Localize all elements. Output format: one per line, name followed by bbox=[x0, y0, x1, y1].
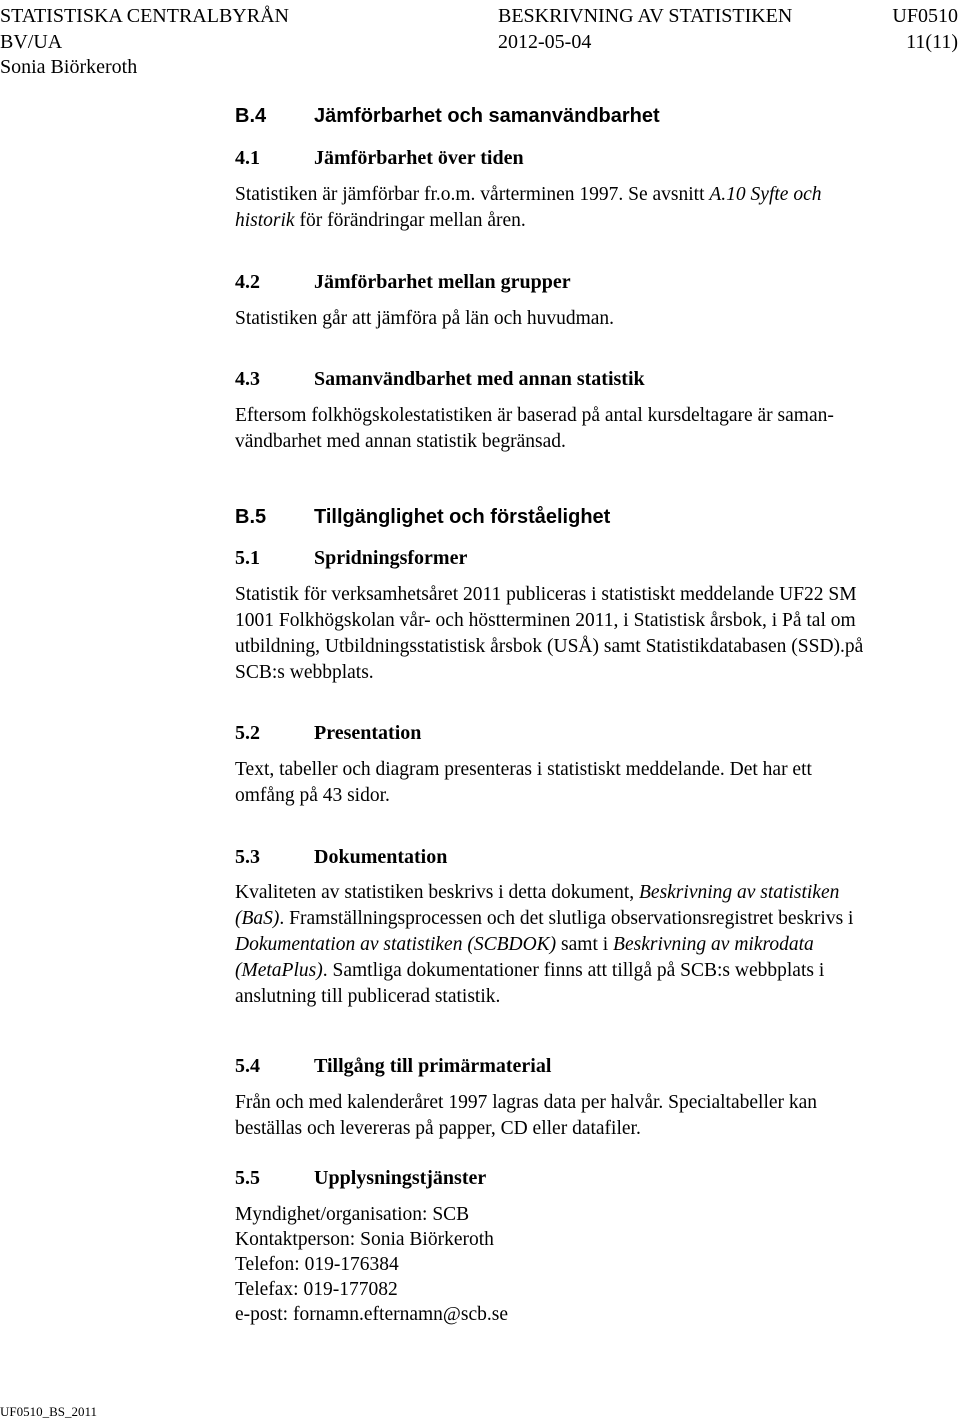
subsection-number: 5.2 bbox=[235, 722, 260, 744]
text: Statistiken går att jämföra på län och huvudman. bbox=[235, 308, 615, 329]
paragraph-4-3 bbox=[235, 403, 940, 455]
subsection-number: 4.1 bbox=[235, 147, 260, 169]
contact-fax: Telefax: 019-177082 bbox=[235, 1279, 398, 1300]
section-number: B.4 bbox=[235, 105, 267, 127]
text: Eftersom folkhögskolestatistiken är baserad på antal kursdeltagare är saman- bbox=[235, 405, 834, 426]
header-doc-type: BESKRIVNING AV STATISTIKEN bbox=[498, 5, 793, 27]
paragraph-4-1 bbox=[235, 182, 940, 234]
text-italic: Dokumentation av statistiken (SCBDOK) bbox=[235, 934, 557, 955]
contact-organisation: Myndighet/organisation: SCB bbox=[235, 1204, 470, 1225]
subsection-title: Samanvändbarhet med annan statistik bbox=[314, 368, 645, 390]
text: för förändringar mellan åren. bbox=[294, 210, 526, 231]
contact-phone: Telefon: 019-176384 bbox=[235, 1254, 399, 1275]
subsection-title: Jämförbarhet mellan grupper bbox=[314, 271, 571, 293]
paragraph-5-4 bbox=[235, 1090, 940, 1142]
text: utbildning, Utbildningsstatistisk årsbok (USÅ) samt Statistikdatabasen (SSD).på bbox=[235, 636, 864, 657]
subsection-title: Jämförbarhet över tiden bbox=[314, 147, 524, 169]
text: Statistiken är jämförbar fr.o.m. vårterminen 1997. Se avsnitt bbox=[235, 184, 710, 205]
paragraph-4-2 bbox=[235, 306, 940, 332]
text: Från och med kalenderåret 1997 lagras data per halvår. Specialtabeller kan bbox=[235, 1092, 818, 1113]
subsection-title: Tillgång till primärmaterial bbox=[314, 1055, 552, 1077]
footer-doc-code: UF0510_BS_2011 bbox=[0, 1404, 98, 1419]
text-italic: Beskrivning av statistiken bbox=[639, 882, 840, 903]
text: anslutning till publicerad statistik. bbox=[235, 986, 501, 1007]
header-page: 11(11) bbox=[906, 31, 958, 53]
text: 1001 Folkhögskolan vår- och höstterminen 2011, i Statistisk årsbok, i På tal om bbox=[235, 610, 856, 631]
text: samt i bbox=[556, 934, 614, 955]
subsection-number: 5.4 bbox=[235, 1055, 260, 1077]
subsection-title: Spridningsformer bbox=[314, 547, 468, 569]
subsection-number: 4.2 bbox=[235, 271, 260, 293]
section-title: Jämförbarhet och samanvändbarhet bbox=[314, 105, 660, 127]
subsection-number: 5.1 bbox=[235, 547, 260, 569]
header-author: Sonia Biörkeroth bbox=[0, 56, 138, 78]
text: Statistik för verksamhetsåret 2011 publiceras i statistiskt meddelande UF22 SM bbox=[235, 584, 857, 605]
subsection-number: 5.3 bbox=[235, 846, 260, 868]
paragraph-5-3 bbox=[235, 880, 940, 1010]
subsection-number: 5.5 bbox=[235, 1167, 260, 1189]
header-doc-code: UF0510 bbox=[892, 5, 958, 27]
text: Kvaliteten av statistiken beskrivs i detta dokument, bbox=[235, 882, 639, 903]
text: SCB:s webbplats. bbox=[235, 662, 374, 683]
text-italic: A.10 Syfte och bbox=[709, 184, 822, 205]
subsection-title: Dokumentation bbox=[314, 846, 448, 868]
header-org: STATISTISKA CENTRALBYRÅN bbox=[0, 5, 289, 27]
text: Text, tabeller och diagram presenteras i statistiskt meddelande. Det har ett bbox=[235, 759, 812, 780]
header-date: 2012-05-04 bbox=[498, 31, 592, 53]
text-italic: historik bbox=[235, 210, 295, 231]
section-number: B.5 bbox=[235, 506, 267, 528]
contact-email: e-post: fornamn.efternamn@scb.se bbox=[235, 1304, 508, 1325]
contact-person: Kontaktperson: Sonia Biörkeroth bbox=[235, 1229, 494, 1250]
subsection-title: Presentation bbox=[314, 722, 422, 744]
contact-block bbox=[235, 1202, 940, 1327]
text: . Framställningsprocessen och det slutliga observationsregistret beskrivs i bbox=[279, 908, 854, 929]
text-italic: Beskrivning av mikrodata bbox=[613, 934, 814, 955]
subsection-title: Upplysningstjänster bbox=[314, 1167, 487, 1189]
paragraph-5-2 bbox=[235, 757, 940, 809]
header-dept: BV/UA bbox=[0, 31, 63, 53]
text: . Samtliga dokumentationer finns att tillgå på SCB:s webbplats i bbox=[322, 960, 825, 981]
paragraph-5-1 bbox=[235, 582, 940, 686]
text-italic: (MetaPlus) bbox=[235, 960, 323, 981]
text: vändbarhet med annan statistik begränsad. bbox=[235, 431, 566, 452]
section-title: Tillgänglighet och förståelighet bbox=[314, 506, 611, 528]
text-italic: (BaS) bbox=[235, 908, 280, 929]
text: beställas och levereras på papper, CD eller datafiler. bbox=[235, 1118, 641, 1139]
text: omfång på 43 sidor. bbox=[235, 785, 390, 806]
subsection-number: 4.3 bbox=[235, 368, 260, 390]
